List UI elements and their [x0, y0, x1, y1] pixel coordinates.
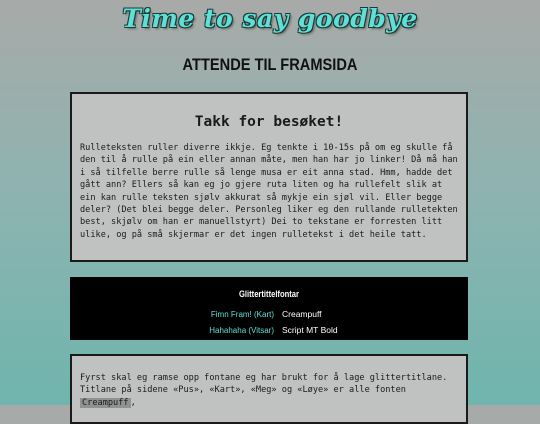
thanks-body: Rulleteksten ruller diverre ikkje. Eg tenkte i 10-15s på om eg skulle få den til å rulle på ein eller annan måte, men han har jo linker! Då må han i så tilfelle berre rulle så lenge musa er eit anna stad. Hmm, hadde det gått ann? Ellers så kan eg jo gjere ruta liten og ha rullefelt slik at ein kan rulle teksten sjølv akkurat så mykje ein sjøl vil. Eller begge deler? (Det blei begge deler. Personleg liker eg den rullande rulletekten best, skjølv om han er manuellstyrt) Dei to tekstane er forresten litt ulike, og på små skjermar er det ingen rulletekst i det heile tatt.: [80, 143, 458, 240]
font-row-font: Creampuff: [282, 309, 322, 319]
fonts-text-after: ,: [130, 397, 136, 408]
fonts-body: [80, 372, 458, 409]
font-row-title: Fimn Fram! (Kart): [210, 309, 274, 319]
home-link[interactable]: ATTENDE TIL FRAMSIDA: [182, 55, 358, 74]
font-row-font: Script MT Bold: [282, 325, 338, 335]
font-code-word: Creampuff: [82, 397, 129, 408]
site-title: Time to say goodbye: [122, 4, 418, 33]
font-row: [70, 306, 468, 322]
font-box-heading: Glittertittelfontar: [239, 289, 299, 300]
thanks-card: [70, 92, 468, 262]
thanks-heading: Takk for besøket!: [194, 114, 344, 130]
fonts-text: Fyrst skal eg ramse opp fontane eg har brukt for å lage glittertitlane. Titlane på sidene «Pus», «Kart», «Meg» og «Løye» er alle fonten: [80, 373, 448, 396]
font-row-title: Hahahaha (Vitsar): [209, 325, 274, 335]
glitter-font-box: [70, 277, 468, 340]
fonts-card: [70, 354, 468, 424]
font-row: [70, 322, 468, 338]
